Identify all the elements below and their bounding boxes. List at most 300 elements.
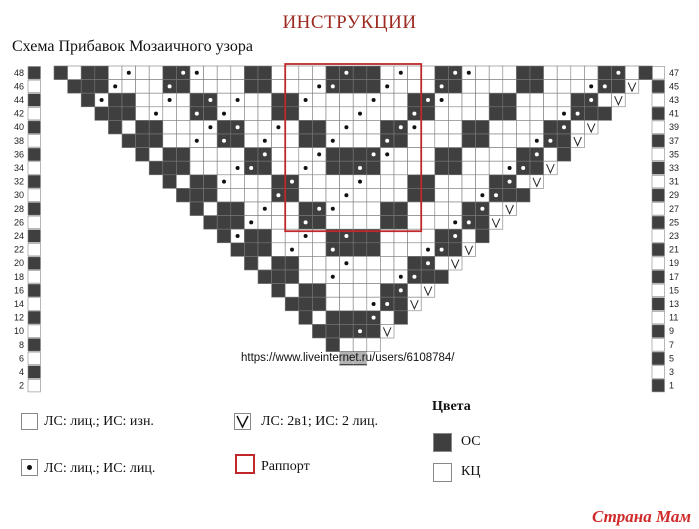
chart-cell bbox=[408, 188, 422, 202]
chart-cell bbox=[489, 148, 503, 162]
dot-icon bbox=[208, 125, 212, 129]
chart-cell bbox=[258, 66, 272, 80]
chart-cell bbox=[285, 202, 299, 216]
chart-cell bbox=[435, 216, 449, 230]
chart-cell bbox=[244, 243, 258, 257]
dot-icon bbox=[222, 180, 226, 184]
chart-cell bbox=[448, 202, 462, 216]
chart-cell bbox=[448, 120, 462, 134]
chart-cell bbox=[326, 161, 340, 175]
chart-cell bbox=[81, 93, 95, 107]
dot-icon bbox=[344, 71, 348, 75]
row-number-right: 43 bbox=[669, 95, 680, 105]
chart-cell bbox=[340, 338, 354, 352]
row-strip-left bbox=[28, 107, 41, 120]
chart-cell bbox=[367, 66, 381, 80]
dot-icon bbox=[317, 152, 321, 156]
row-strip-right bbox=[652, 379, 665, 392]
dot-icon bbox=[331, 248, 335, 252]
chart-cell bbox=[394, 243, 408, 257]
row-strip-right bbox=[652, 325, 665, 338]
chart-cell bbox=[163, 148, 177, 162]
chart-cell bbox=[394, 188, 408, 202]
chart-cell bbox=[312, 324, 326, 338]
chart-cell bbox=[598, 93, 612, 107]
chart-cell bbox=[367, 243, 381, 257]
chart-cell bbox=[448, 107, 462, 121]
chart-cell bbox=[448, 161, 462, 175]
chart-cell bbox=[544, 120, 558, 134]
dot-icon bbox=[358, 166, 362, 170]
row-number-right: 27 bbox=[669, 203, 680, 214]
chart-cell bbox=[353, 284, 367, 298]
chart-cell bbox=[217, 120, 231, 134]
chart-cell bbox=[163, 161, 177, 175]
chart-cell bbox=[435, 148, 449, 162]
chart-cell bbox=[476, 216, 490, 230]
chart-cell bbox=[530, 120, 544, 134]
chart-cell bbox=[340, 93, 354, 107]
chart-cell bbox=[190, 202, 204, 216]
row-number-left: 36 bbox=[13, 149, 24, 160]
chart-cell bbox=[190, 93, 204, 107]
dot-icon bbox=[358, 180, 362, 184]
chart-cell bbox=[557, 93, 571, 107]
row-number-right: 33 bbox=[669, 163, 680, 173]
chart-cell bbox=[217, 148, 231, 162]
chart-cell bbox=[258, 229, 272, 243]
chart-cell bbox=[503, 148, 517, 162]
dot-icon bbox=[535, 152, 539, 156]
chart-cell bbox=[408, 80, 422, 94]
chart-cell bbox=[380, 161, 394, 175]
chart-cell bbox=[258, 243, 272, 257]
chart-cell bbox=[367, 338, 381, 352]
chart-cell bbox=[217, 229, 231, 243]
chart-cell bbox=[231, 134, 245, 148]
row-strip-right bbox=[652, 243, 665, 256]
chart-cell bbox=[299, 311, 313, 325]
chart-cell bbox=[489, 107, 503, 121]
chart-cell bbox=[312, 134, 326, 148]
chart-cell bbox=[190, 175, 204, 189]
row-number-right: 29 bbox=[669, 190, 680, 201]
chart-cell bbox=[299, 270, 313, 284]
dot-icon bbox=[426, 261, 430, 265]
chart-cell bbox=[462, 80, 476, 94]
dot-icon bbox=[263, 207, 267, 211]
chart-cell bbox=[394, 134, 408, 148]
dot-icon bbox=[263, 139, 267, 143]
chart-cell bbox=[394, 161, 408, 175]
chart-cell bbox=[312, 256, 326, 270]
chart-cell bbox=[81, 66, 95, 80]
chart-cell bbox=[340, 202, 354, 216]
chart-cell bbox=[272, 134, 286, 148]
chart-cell bbox=[448, 175, 462, 189]
chart-cell bbox=[285, 297, 299, 311]
dot-icon bbox=[358, 112, 362, 116]
chart-cell bbox=[231, 107, 245, 121]
chart-cell bbox=[176, 120, 190, 134]
chart-cell bbox=[435, 66, 449, 80]
dot-icon bbox=[154, 112, 158, 116]
row-strip-right bbox=[652, 216, 665, 229]
chart-cell bbox=[476, 80, 490, 94]
dot-icon bbox=[113, 84, 117, 88]
chart-cell bbox=[312, 120, 326, 134]
chart-cell bbox=[448, 243, 462, 257]
chart-cell bbox=[421, 66, 435, 80]
chart-cell bbox=[217, 93, 231, 107]
chart-cell bbox=[149, 120, 163, 134]
watermark-url: https://www.liveinternet.ru/users/6108784/ bbox=[241, 352, 455, 364]
chart-cell bbox=[204, 161, 218, 175]
chart-cell bbox=[503, 93, 517, 107]
row-strip-right bbox=[652, 203, 665, 216]
chart-cell bbox=[258, 175, 272, 189]
chart-cell bbox=[408, 284, 422, 298]
dot-icon bbox=[168, 98, 172, 102]
chart-cell bbox=[272, 216, 286, 230]
dot-icon bbox=[494, 193, 498, 197]
chart-cell bbox=[489, 120, 503, 134]
chart-cell bbox=[448, 188, 462, 202]
dot-icon bbox=[222, 112, 226, 116]
row-strip-right bbox=[652, 121, 665, 134]
chart-cell bbox=[285, 93, 299, 107]
chart-cell bbox=[394, 202, 408, 216]
dot-icon bbox=[412, 125, 416, 129]
row-number-right: 13 bbox=[669, 299, 680, 309]
row-strip-left bbox=[28, 148, 41, 161]
chart-cell bbox=[258, 188, 272, 202]
dot-icon bbox=[290, 180, 294, 184]
chart-cell bbox=[244, 80, 258, 94]
chart-cell bbox=[272, 93, 286, 107]
dot-icon bbox=[412, 112, 416, 116]
chart-cell bbox=[353, 216, 367, 230]
dot-icon bbox=[453, 234, 457, 238]
chart-cell bbox=[190, 148, 204, 162]
chart-cell bbox=[231, 216, 245, 230]
row-number-left: 34 bbox=[13, 163, 24, 173]
chart-cell bbox=[231, 66, 245, 80]
chart-cell bbox=[353, 338, 367, 352]
chart-cell bbox=[340, 107, 354, 121]
chart-cell bbox=[380, 175, 394, 189]
dot-icon bbox=[344, 261, 348, 265]
row-strip-right bbox=[652, 67, 665, 80]
chart-cell bbox=[285, 216, 299, 230]
dot-icon bbox=[249, 166, 253, 170]
chart-cell bbox=[421, 134, 435, 148]
chart-cell bbox=[367, 270, 381, 284]
chart-cell bbox=[272, 284, 286, 298]
chart-cell bbox=[380, 284, 394, 298]
chart-cell bbox=[231, 243, 245, 257]
chart-cell bbox=[163, 66, 177, 80]
legend-dot-label: ЛС: лиц.; ИС: лиц. bbox=[44, 461, 156, 476]
chart-cell bbox=[340, 324, 354, 338]
chart-cell bbox=[476, 93, 490, 107]
chart-cell bbox=[204, 107, 218, 121]
chart-cell bbox=[136, 148, 150, 162]
chart-cell bbox=[231, 80, 245, 94]
row-number-left: 8 bbox=[18, 339, 24, 350]
row-strip-right bbox=[652, 230, 665, 243]
row-strip-right bbox=[652, 257, 665, 270]
row-strip-right bbox=[652, 366, 665, 379]
row-number-right: 17 bbox=[669, 271, 680, 282]
chart-cell bbox=[353, 297, 367, 311]
chart-cell bbox=[190, 161, 204, 175]
chart-cell bbox=[258, 270, 272, 284]
chart-cell bbox=[176, 93, 190, 107]
chart-cell bbox=[204, 148, 218, 162]
row-strip-right bbox=[652, 94, 665, 107]
dot-icon bbox=[426, 248, 430, 252]
chart-cell bbox=[394, 297, 408, 311]
chart-cell bbox=[244, 175, 258, 189]
row-strip-left bbox=[28, 271, 41, 284]
chart-cell bbox=[285, 284, 299, 298]
chart-cell bbox=[394, 175, 408, 189]
dot-icon bbox=[576, 112, 580, 116]
chart-cell bbox=[421, 120, 435, 134]
dot-icon bbox=[399, 288, 403, 292]
chart-cell bbox=[476, 175, 490, 189]
chart-cell bbox=[340, 311, 354, 325]
row-number-left: 22 bbox=[13, 244, 24, 255]
chart-cell bbox=[149, 93, 163, 107]
legend-kc-label: КЦ bbox=[461, 464, 481, 479]
chart-cell bbox=[299, 284, 313, 298]
chart-cell bbox=[285, 66, 299, 80]
chart-cell bbox=[435, 161, 449, 175]
dot-icon bbox=[331, 84, 335, 88]
chart-cell bbox=[612, 80, 626, 94]
row-number-right: 19 bbox=[669, 258, 680, 269]
chart-cell bbox=[285, 134, 299, 148]
chart-cell bbox=[326, 311, 340, 325]
chart-cell bbox=[217, 161, 231, 175]
chart-cell bbox=[435, 120, 449, 134]
chart-cell bbox=[584, 66, 598, 80]
chart-cell bbox=[571, 66, 585, 80]
chart-cell bbox=[272, 80, 286, 94]
row-number-right: 45 bbox=[669, 81, 680, 92]
chart-cell bbox=[489, 134, 503, 148]
chart-cell bbox=[95, 107, 109, 121]
chart-cell bbox=[367, 134, 381, 148]
chart-cell bbox=[285, 161, 299, 175]
chart-cell bbox=[367, 324, 381, 338]
chart-cell bbox=[136, 120, 150, 134]
chart-cell bbox=[326, 256, 340, 270]
dot-icon bbox=[426, 98, 430, 102]
chart-cell bbox=[367, 216, 381, 230]
row-strip-left bbox=[28, 162, 41, 175]
chart-cell bbox=[217, 202, 231, 216]
chart-cell bbox=[299, 80, 313, 94]
chart-cell bbox=[326, 297, 340, 311]
row-strip-left bbox=[28, 189, 41, 202]
row-strip-right bbox=[652, 311, 665, 324]
row-strip-left bbox=[28, 135, 41, 148]
chart-cell bbox=[272, 107, 286, 121]
row-strip-right bbox=[652, 148, 665, 161]
chart-cell bbox=[489, 202, 503, 216]
dot-icon bbox=[372, 302, 376, 306]
chart-cell bbox=[421, 270, 435, 284]
row-number-left: 38 bbox=[13, 135, 24, 146]
dot-icon bbox=[317, 84, 321, 88]
chart-cell bbox=[353, 120, 367, 134]
chart-cell bbox=[204, 80, 218, 94]
chart-cell bbox=[326, 148, 340, 162]
row-number-right: 25 bbox=[669, 217, 680, 228]
legend-plain-label: ЛС: лиц.; ИС: изн. bbox=[44, 414, 154, 429]
dot-icon bbox=[440, 248, 444, 252]
chart-cell bbox=[421, 188, 435, 202]
chart-cell bbox=[448, 134, 462, 148]
chart-cell bbox=[285, 188, 299, 202]
dot-icon bbox=[263, 152, 267, 156]
chart-cell bbox=[421, 161, 435, 175]
chart-cell bbox=[122, 120, 136, 134]
chart-cell bbox=[95, 80, 109, 94]
chart-cell bbox=[503, 107, 517, 121]
chart-cell bbox=[380, 107, 394, 121]
chart-cell bbox=[326, 66, 340, 80]
chart-cell bbox=[380, 188, 394, 202]
dot-icon bbox=[399, 71, 403, 75]
chart-cell bbox=[149, 66, 163, 80]
chart-cell bbox=[231, 202, 245, 216]
chart-cell bbox=[312, 175, 326, 189]
row-number-left: 16 bbox=[13, 285, 24, 296]
chart-cell bbox=[244, 66, 258, 80]
chart-cell bbox=[448, 80, 462, 94]
chart-cell bbox=[408, 202, 422, 216]
chart-cell bbox=[272, 270, 286, 284]
chart-cell bbox=[163, 175, 177, 189]
chart-cell bbox=[299, 243, 313, 257]
chart-cell bbox=[340, 148, 354, 162]
chart-cell bbox=[299, 202, 313, 216]
chart-cell bbox=[81, 80, 95, 94]
chart-cell bbox=[353, 202, 367, 216]
chart-cell bbox=[217, 66, 231, 80]
chart-cell bbox=[380, 66, 394, 80]
row-number-left: 2 bbox=[18, 380, 24, 391]
row-number-right: 15 bbox=[669, 285, 680, 296]
dot-icon bbox=[195, 139, 199, 143]
row-strip-left bbox=[28, 379, 41, 392]
chart-subtitle: Схема Прибавок Мозаичного узора bbox=[12, 38, 253, 55]
row-strip-left bbox=[28, 216, 41, 229]
row-number-right: 37 bbox=[669, 135, 680, 146]
chart-cell bbox=[190, 120, 204, 134]
row-number-left: 42 bbox=[13, 108, 24, 119]
chart-cell bbox=[272, 256, 286, 270]
chart-cell bbox=[435, 134, 449, 148]
row-strip-right bbox=[652, 80, 665, 93]
chart-cell bbox=[421, 107, 435, 121]
chart-cell bbox=[163, 134, 177, 148]
chart-cell bbox=[204, 188, 218, 202]
chart-cell bbox=[435, 256, 449, 270]
chart-cell bbox=[204, 134, 218, 148]
row-strip-left bbox=[28, 298, 41, 311]
chart-cell bbox=[312, 93, 326, 107]
dot-icon bbox=[358, 329, 362, 333]
chart-cell bbox=[462, 93, 476, 107]
dot-icon bbox=[100, 98, 104, 102]
chart-cell bbox=[408, 243, 422, 257]
chart-cell bbox=[421, 175, 435, 189]
chart-cell bbox=[571, 93, 585, 107]
chart-cell bbox=[408, 148, 422, 162]
chart-cell bbox=[367, 188, 381, 202]
row-strip-right bbox=[652, 339, 665, 352]
chart-cell bbox=[285, 107, 299, 121]
row-number-left: 32 bbox=[13, 176, 24, 187]
row-strip-left bbox=[28, 339, 41, 352]
chart-cell bbox=[516, 188, 530, 202]
chart-cell bbox=[462, 148, 476, 162]
chart-cell bbox=[326, 284, 340, 298]
chart-cell bbox=[163, 107, 177, 121]
chart-cell bbox=[176, 80, 190, 94]
dot-icon bbox=[589, 98, 593, 102]
chart-cell bbox=[489, 66, 503, 80]
chart-cell bbox=[299, 148, 313, 162]
chart-cell bbox=[299, 175, 313, 189]
chart-cell bbox=[367, 256, 381, 270]
chart-cell bbox=[312, 284, 326, 298]
dot-icon bbox=[535, 139, 539, 143]
chart-cell bbox=[258, 161, 272, 175]
chart-cell bbox=[503, 80, 517, 94]
row-number-left: 12 bbox=[13, 312, 24, 323]
chart-cell bbox=[448, 93, 462, 107]
dot-icon bbox=[208, 98, 212, 102]
chart-cell bbox=[326, 188, 340, 202]
chart-cell bbox=[476, 229, 490, 243]
chart-cell bbox=[530, 80, 544, 94]
row-strip-left bbox=[28, 311, 41, 324]
chart-cell bbox=[217, 188, 231, 202]
chart-cell bbox=[326, 107, 340, 121]
chart-cell bbox=[244, 148, 258, 162]
dot-icon bbox=[508, 166, 512, 170]
chart-cell bbox=[231, 148, 245, 162]
chart-cell bbox=[353, 148, 367, 162]
row-strip-left bbox=[28, 67, 41, 80]
decrease-stitch-symbol bbox=[234, 413, 251, 430]
dot-icon bbox=[344, 193, 348, 197]
chart-cell bbox=[176, 148, 190, 162]
chart-cell bbox=[353, 66, 367, 80]
chart-cell bbox=[476, 134, 490, 148]
chart-cell bbox=[476, 148, 490, 162]
chart-cell bbox=[503, 188, 517, 202]
chart-cell bbox=[380, 311, 394, 325]
row-strip-left bbox=[28, 230, 41, 243]
chart-cell bbox=[122, 80, 136, 94]
